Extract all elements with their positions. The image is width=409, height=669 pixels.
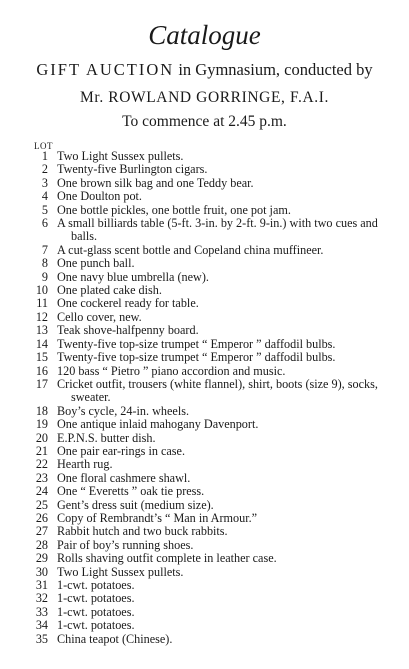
lot-description: One pair ear-rings in case. <box>57 443 186 458</box>
lot-description: Rabbit hutch and two buck rabbits. <box>57 524 228 539</box>
lot-number: 25 <box>35 497 48 512</box>
lot-description: One navy blue umbrella (new). <box>57 269 209 284</box>
lot-number: 13 <box>35 323 48 338</box>
auctioneer-name: Mr. ROWLAND GORRINGE, F.A.I. <box>80 89 329 106</box>
lot-number: 24 <box>35 484 48 499</box>
list-item <box>0 257 409 270</box>
lot-description: Cello cover, new. <box>57 309 142 324</box>
lot-number: 6 <box>41 216 48 231</box>
list-item <box>0 512 409 525</box>
list-item <box>0 525 409 538</box>
page-title: Catalogue <box>148 20 261 50</box>
lot-number: 4 <box>41 189 48 204</box>
lot-description: Twenty-five top-size trumpet “ Emperor ” daffodil bulbs. <box>57 336 336 351</box>
lot-description: One cockerel ready for table. <box>57 296 199 311</box>
list-item <box>0 163 409 176</box>
lot-description: 1-cwt. potatoes. <box>57 591 135 606</box>
list-item <box>0 539 409 552</box>
lot-number: 22 <box>35 457 48 472</box>
lot-number: 10 <box>35 283 48 298</box>
lot-description: Boy’s cycle, 24-in. wheels. <box>57 403 190 418</box>
list-item <box>0 619 409 632</box>
lot-description: 1-cwt. potatoes. <box>57 618 135 633</box>
list-item <box>0 284 409 297</box>
lot-number: 19 <box>35 417 48 432</box>
list-item <box>0 445 409 458</box>
list-item <box>0 432 409 445</box>
lot-number: 21 <box>35 443 48 458</box>
lot-description: One floral cashmere shawl. <box>57 470 191 485</box>
lot-description: One brown silk bag and one Teddy bear. <box>57 175 254 190</box>
lot-description: 1-cwt. potatoes. <box>57 604 135 619</box>
list-item <box>0 177 409 190</box>
lot-description: Twenty-five top-size trumpet “ Emperor ” daffodil bulbs. <box>57 350 336 365</box>
lot-description: Cricket outfit, trousers (white flannel), shirt, boots (size 9), socks, sweater. <box>57 376 378 405</box>
list-item <box>0 338 409 351</box>
list-item <box>0 458 409 471</box>
list-item <box>0 552 409 565</box>
lot-number: 2 <box>41 162 48 177</box>
lot-number: 31 <box>35 578 48 592</box>
lot-description: A cut-glass scent bottle and Copeland china muffineer. <box>57 242 324 257</box>
lot-description: Gent’s dress suit (medium size). <box>57 497 214 512</box>
lot-description: Hearth rug. <box>57 457 113 472</box>
list-item <box>0 633 409 646</box>
lot-description: Pair of boy’s running shoes. <box>57 537 194 552</box>
lot-description: One Doulton pot. <box>57 189 142 204</box>
auction-heading <box>0 60 409 80</box>
lot-number: 1 <box>41 149 48 163</box>
list-item <box>0 311 409 324</box>
list-item <box>0 190 409 203</box>
list-item <box>0 485 409 498</box>
lot-number: 16 <box>35 363 48 378</box>
list-item <box>0 244 409 257</box>
lot-description: 1-cwt. potatoes. <box>57 578 135 592</box>
auction-heading-rest: in Gymnasium, conducted by <box>174 60 373 79</box>
lot-number: 30 <box>35 564 48 579</box>
list-item <box>0 606 409 619</box>
lot-description: One “ Everetts ” oak tie press. <box>57 484 205 499</box>
lot-number: 27 <box>35 524 48 539</box>
list-item <box>0 579 409 592</box>
list-item <box>0 418 409 431</box>
lot-number: 3 <box>41 175 48 190</box>
lot-number: 26 <box>35 510 48 525</box>
lot-number: 18 <box>35 403 48 418</box>
lot-description: 120 bass “ Pietro ” piano accordion and music. <box>57 363 286 378</box>
lot-number: 33 <box>35 604 48 619</box>
list-item <box>0 271 409 284</box>
lot-number: 20 <box>35 430 48 445</box>
lot-description: E.P.N.S. butter dish. <box>57 430 156 445</box>
list-item <box>0 566 409 579</box>
list-item <box>0 297 409 310</box>
lot-number: 28 <box>35 537 48 552</box>
lot-list <box>0 150 409 646</box>
lot-description: One punch ball. <box>57 256 135 271</box>
lot-description: China teapot (Chinese). <box>57 631 173 646</box>
start-time: To commence at 2.45 p.m. <box>122 113 287 130</box>
lot-description: One antique inlaid mahogany Davenport. <box>57 417 259 432</box>
list-item <box>0 204 409 217</box>
lot-description: Two Light Sussex pullets. <box>57 149 184 163</box>
lot-number: 7 <box>41 242 48 257</box>
lot-number: 14 <box>35 336 48 351</box>
list-item <box>0 351 409 364</box>
lot-number: 5 <box>41 202 48 217</box>
auction-heading-caps: GIFT AUCTION <box>36 60 175 79</box>
lot-number: 11 <box>36 296 48 311</box>
list-item <box>0 378 409 405</box>
list-item <box>0 150 409 163</box>
lot-number: 9 <box>41 269 48 284</box>
list-item <box>0 324 409 337</box>
lot-description: Rolls shaving outfit complete in leather case. <box>57 551 277 566</box>
lot-description: One bottle pickles, one bottle fruit, one pot jam. <box>57 202 291 217</box>
lot-description: Teak shove-halfpenny board. <box>57 323 199 338</box>
lot-number: 12 <box>35 309 48 324</box>
lot-description: A small billiards table (5-ft. 3-in. by 2-ft. 9-in.) with two cues and balls. <box>57 216 378 244</box>
lot-number: 23 <box>35 470 48 485</box>
list-item <box>0 472 409 485</box>
lot-description: Twenty-five Burlington cigars. <box>57 162 208 177</box>
list-item <box>0 365 409 378</box>
lot-number: 8 <box>41 256 48 271</box>
lot-number: 17 <box>35 376 48 391</box>
lot-description: One plated cake dish. <box>57 283 162 298</box>
lot-description: Copy of Rembrandt’s “ Man in Armour.” <box>57 510 258 525</box>
list-item <box>0 499 409 512</box>
lot-description: Two Light Sussex pullets. <box>57 564 184 579</box>
lot-number: 34 <box>35 618 48 633</box>
lot-number: 35 <box>35 631 48 646</box>
lot-number: 32 <box>35 591 48 606</box>
lot-number: 29 <box>35 551 48 566</box>
lot-number: 15 <box>35 350 48 365</box>
list-item <box>0 592 409 605</box>
list-item <box>0 405 409 418</box>
lot-column-label: LOT <box>34 141 53 151</box>
list-item <box>0 217 409 244</box>
